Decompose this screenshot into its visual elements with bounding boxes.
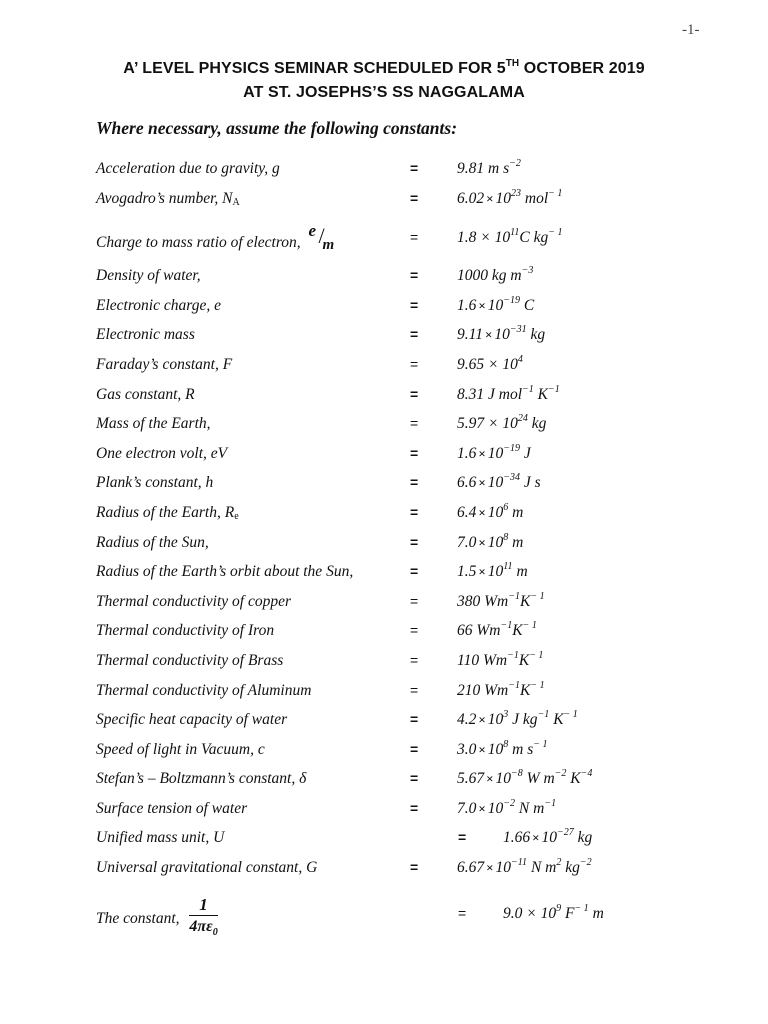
constant-value: $4.2 \times 10^3$ J $kg^{-1}$ $K^{- 1}$ — [457, 709, 578, 729]
constant-label: Specific heat capacity of water — [96, 711, 288, 729]
constant-value: 210 $Wm^{-1}K^{- 1}$ — [457, 679, 545, 699]
constant-row — [0, 156, 768, 186]
equals-sign: = — [410, 681, 419, 698]
constant-label: Unified mass unit, U — [96, 829, 225, 847]
constant-label: Thermal conductivity of Iron — [96, 622, 275, 640]
constant-label: Thermal conductivity of copper — [96, 592, 291, 610]
constant-label: One electron volt, eV — [96, 444, 228, 462]
constant-row — [0, 559, 768, 589]
constant-value: 8.31 J mol$^{-1}$ $K^{-1}$ — [457, 383, 560, 403]
equals-sign: = — [410, 415, 419, 432]
equals-sign: = — [458, 904, 467, 921]
equals-sign: = — [410, 503, 419, 520]
constant-value: $6.67 \times 10^{-11}$ N $m^2$ $kg^{-2}$ — [457, 857, 592, 877]
constant-row — [0, 678, 768, 708]
constant-label: Stefan’s – Boltzmann’s constant, δ — [96, 770, 307, 788]
constant-value: 66 $Wm^{-1}K^{- 1}$ — [457, 620, 537, 640]
constants-table — [0, 156, 768, 945]
page-title-line-1: A’ LEVEL PHYSICS SEMINAR SCHEDULED FOR 5TH OCTOBER 2019 — [123, 58, 645, 77]
constant-value: $9.0 \times 10^9$ $F^{- 1}$ m — [503, 902, 604, 922]
equals-sign: = — [410, 474, 419, 491]
constant-row — [0, 500, 768, 530]
constant-label: The constant, $\frac{1}{4\pi\varepsilon_0}$ — [96, 895, 218, 944]
constant-label: Surface tension of water — [96, 799, 248, 817]
constant-label: Avogadro’s number, $N_A$ — [96, 189, 240, 208]
constant-value: $6.6 \times 10^{-34}$ J s — [457, 472, 541, 492]
constant-label: Faraday’s constant, F — [96, 355, 233, 373]
equals-sign: = — [410, 296, 419, 313]
constant-label: Electronic charge, e — [96, 296, 221, 314]
equals-sign: = — [410, 592, 419, 609]
one-over-4-pi-epsilon0-fraction: $\frac{1}{4\pi\varepsilon_0}$ — [189, 894, 218, 938]
constant-label: Radius of the Earth, $R_e$ — [96, 503, 239, 522]
equals-sign: = — [410, 160, 419, 176]
constant-row — [0, 293, 768, 323]
equals-sign: = — [410, 622, 419, 639]
constant-label: Mass of the Earth, — [96, 415, 211, 433]
equals-sign: = — [410, 229, 419, 246]
constant-value: $1.6 \times 10^{-19}$ J — [457, 442, 531, 462]
constant-row — [0, 441, 768, 471]
constant-value: $6.4 \times 10^6$ m — [457, 501, 524, 521]
equals-sign: = — [410, 444, 419, 461]
constant-row — [0, 618, 768, 648]
constant-label: Thermal conductivity of Brass — [96, 651, 284, 669]
constant-row — [0, 263, 768, 293]
constant-row — [0, 382, 768, 412]
constant-value: 1000 kg $m^{-3}$ — [457, 265, 534, 285]
constant-label: Charge to mass ratio of electron, e / m — [96, 229, 337, 259]
constant-row — [0, 825, 768, 855]
constant-value: $5.67 \times 10^{-8}$ W $m^{-2}$ $K^{-4}$ — [457, 768, 593, 788]
equals-sign: = — [410, 385, 419, 402]
constant-row — [0, 215, 768, 263]
page-title-line-2: AT ST. JOSEPHS’S SS NAGGALAMA — [243, 84, 525, 101]
constant-label: Radius of the Sun, — [96, 533, 209, 551]
constant-label: Density of water, — [96, 267, 201, 285]
constant-value: $7.0 \times 10^{-2}$ N $m^{-1}$ — [457, 797, 557, 817]
e-over-m-fraction: e / m — [308, 221, 335, 254]
equals-sign: = — [410, 189, 419, 206]
constant-label: Radius of the Earth’s orbit about the Sun, — [96, 563, 354, 581]
constant-row — [0, 530, 768, 560]
equals-sign: = — [458, 829, 467, 846]
constant-row — [0, 186, 768, 216]
equals-sign: = — [410, 711, 419, 728]
equals-sign: = — [410, 770, 419, 787]
page-number: -1- — [682, 22, 700, 38]
constant-row — [0, 411, 768, 441]
constant-label: Universal gravitational constant, G — [96, 859, 318, 877]
equals-sign: = — [410, 563, 419, 580]
constant-value: $1.66 \times 10^{-27}$ kg — [503, 827, 593, 847]
constant-row — [0, 322, 768, 352]
equals-sign: = — [410, 533, 419, 550]
constant-value: 110 $Wm^{-1}K^{- 1}$ — [457, 649, 544, 669]
constant-row — [0, 885, 768, 945]
constant-label: Acceleration due to gravity, g — [96, 160, 280, 177]
constant-row — [0, 707, 768, 737]
constant-row — [0, 766, 768, 796]
equals-sign: = — [410, 651, 419, 668]
constant-row — [0, 855, 768, 885]
constant-value: $6.02 \times 10^{23}$ mol$^{- 1}$ — [457, 187, 563, 207]
constant-row — [0, 470, 768, 500]
equals-sign: = — [410, 799, 419, 816]
constant-value: $9.11 \times 10^{-31}$ kg — [457, 324, 546, 344]
constant-value: $9.65 \times 10^4$ — [457, 353, 523, 373]
constant-label: Thermal conductivity of Aluminum — [96, 681, 312, 699]
equals-sign: = — [410, 267, 419, 284]
constant-label: Speed of light in Vacuum, c — [96, 740, 265, 758]
constant-row — [0, 648, 768, 678]
constant-label: Gas constant, R — [96, 385, 195, 403]
equals-sign: = — [410, 355, 419, 372]
constant-row — [0, 796, 768, 826]
constant-row — [0, 589, 768, 619]
constant-value: $7.0 \times 10^8$ m — [457, 531, 524, 551]
constant-label: Plank’s constant, h — [96, 474, 214, 492]
constant-value: 380 $Wm^{-1}K^{- 1}$ — [457, 590, 545, 610]
constant-label: Electronic mass — [96, 326, 195, 344]
constant-value: $1.8 \times 10^{11}C$ $kg^{- 1}$ — [457, 227, 563, 247]
constant-row — [0, 737, 768, 767]
constant-value: $1.5 \times 10^{11}$ m — [457, 561, 528, 581]
constant-value: 9.81 m $s^{-2}$ — [457, 158, 521, 177]
constant-row — [0, 352, 768, 382]
constant-value: $1.6 \times 10^{-19}$ C — [457, 294, 535, 314]
equals-sign: = — [410, 859, 419, 876]
constant-value: $3.0 \times 10^8$ m $s^{- 1}$ — [457, 738, 548, 758]
intro-heading: Where necessary, assume the following constants: — [96, 118, 458, 138]
equals-sign: = — [410, 326, 419, 343]
constant-value: $5.97 \times 10^{24}$ kg — [457, 413, 547, 433]
equals-sign: = — [410, 740, 419, 757]
